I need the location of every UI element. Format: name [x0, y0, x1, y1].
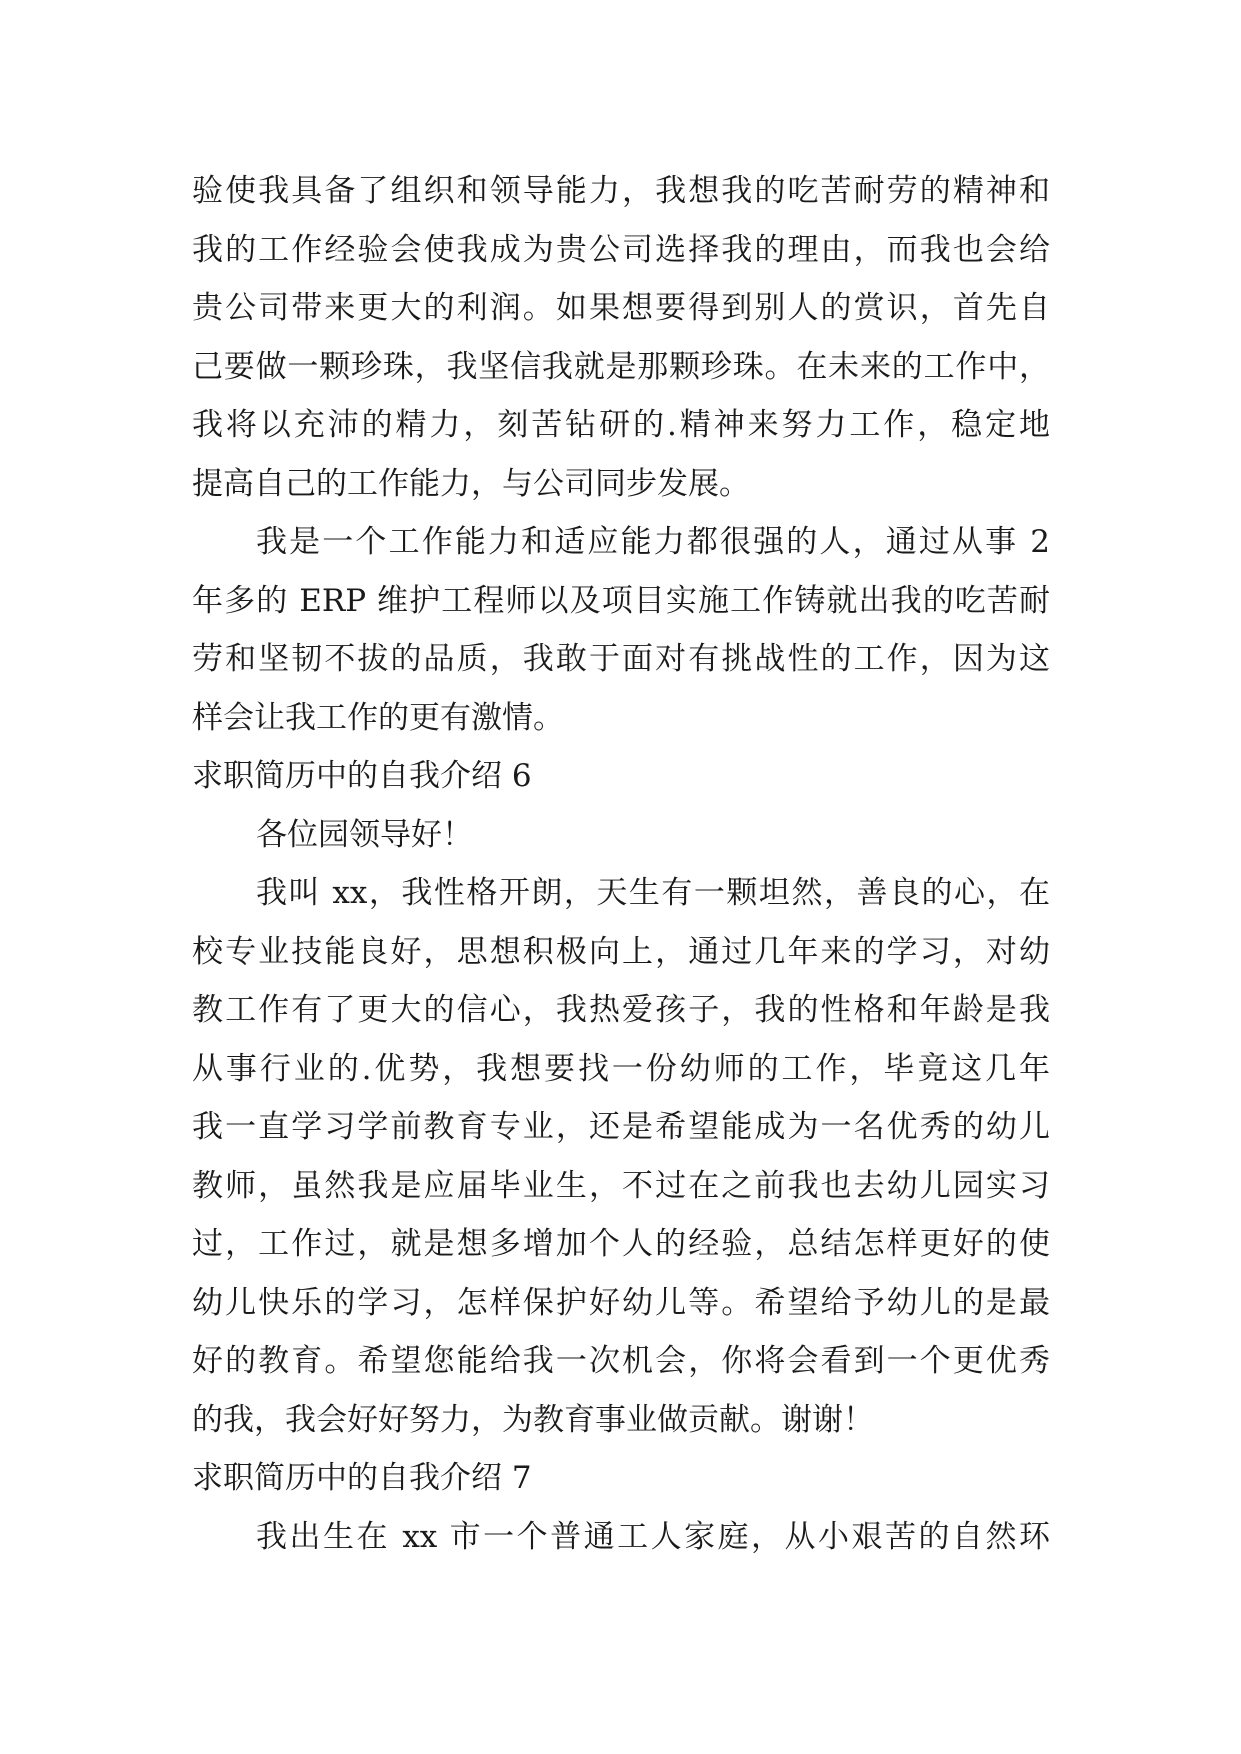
- text-line: 校专业技能良好，思想积极向上，通过几年来的学习，对幼: [192, 933, 1050, 970]
- text-line: 劳和坚韧不拔的品质，我敢于面对有挑战性的工作，因为这: [192, 641, 1050, 677]
- text-line: 教师，虽然我是应届毕业生，不过在之前我也去幼儿园实习: [192, 1167, 1050, 1204]
- document-page: [192, 162, 1050, 1566]
- text-line: 各位园领导好！: [256, 816, 473, 853]
- text-line: 的我，我会好好努力，为教育事业做贡献。谢谢！: [192, 1401, 874, 1438]
- text-line: 验使我具备了组织和领导能力，我想我的吃苦耐劳的精神和: [192, 173, 1050, 209]
- text-line: 年多的 ERP 维护工程师以及项目实施工作铸就出我的吃苦耐: [192, 582, 1050, 619]
- section-heading: 求职简历中的自我介绍 7: [192, 1460, 532, 1496]
- text-line: 我出生在 xx 市一个普通工人家庭，从小艰苦的自然环: [256, 1518, 1050, 1555]
- text-line: 我的工作经验会使我成为贵公司选择我的理由，而我也会给: [192, 231, 1050, 268]
- text-line: 贵公司带来更大的利润。如果想要得到别人的赏识，首先自: [192, 290, 1050, 326]
- text-line: 我将以充沛的精力，刻苦钻研的.精神来努力工作，稳定地: [192, 407, 1050, 443]
- text-line: 教工作有了更大的信心，我热爱孩子，我的性格和年龄是我: [192, 992, 1050, 1028]
- text-line: 样会让我工作的更有激情。: [192, 699, 564, 736]
- text-line: 过，工作过，就是想多增加个人的经验，总结怎样更好的使: [192, 1226, 1050, 1262]
- text-line: 幼儿快乐的学习，怎样保护好幼儿等。希望给予幼儿的是最: [192, 1284, 1050, 1321]
- text-line: 我是一个工作能力和适应能力都很强的人，通过从事 2: [256, 524, 1050, 560]
- text-line: 我一直学习学前教育专业，还是希望能成为一名优秀的幼儿: [192, 1109, 1050, 1145]
- section-heading: 求职简历中的自我介绍 6: [192, 758, 532, 794]
- text-line: 好的教育。希望您能给我一次机会，你将会看到一个更优秀: [192, 1343, 1050, 1379]
- text-line: 从事行业的.优势，我想要找一份幼师的工作，毕竟这几年: [192, 1050, 1050, 1087]
- text-line: 己要做一颗珍珠，我坚信我就是那颗珍珠。在未来的工作中，: [192, 348, 1050, 385]
- text-line: 我叫 xx，我性格开朗，天生有一颗坦然，善良的心，在: [256, 875, 1050, 911]
- text-line: 提高自己的工作能力，与公司同步发展。: [192, 465, 750, 502]
